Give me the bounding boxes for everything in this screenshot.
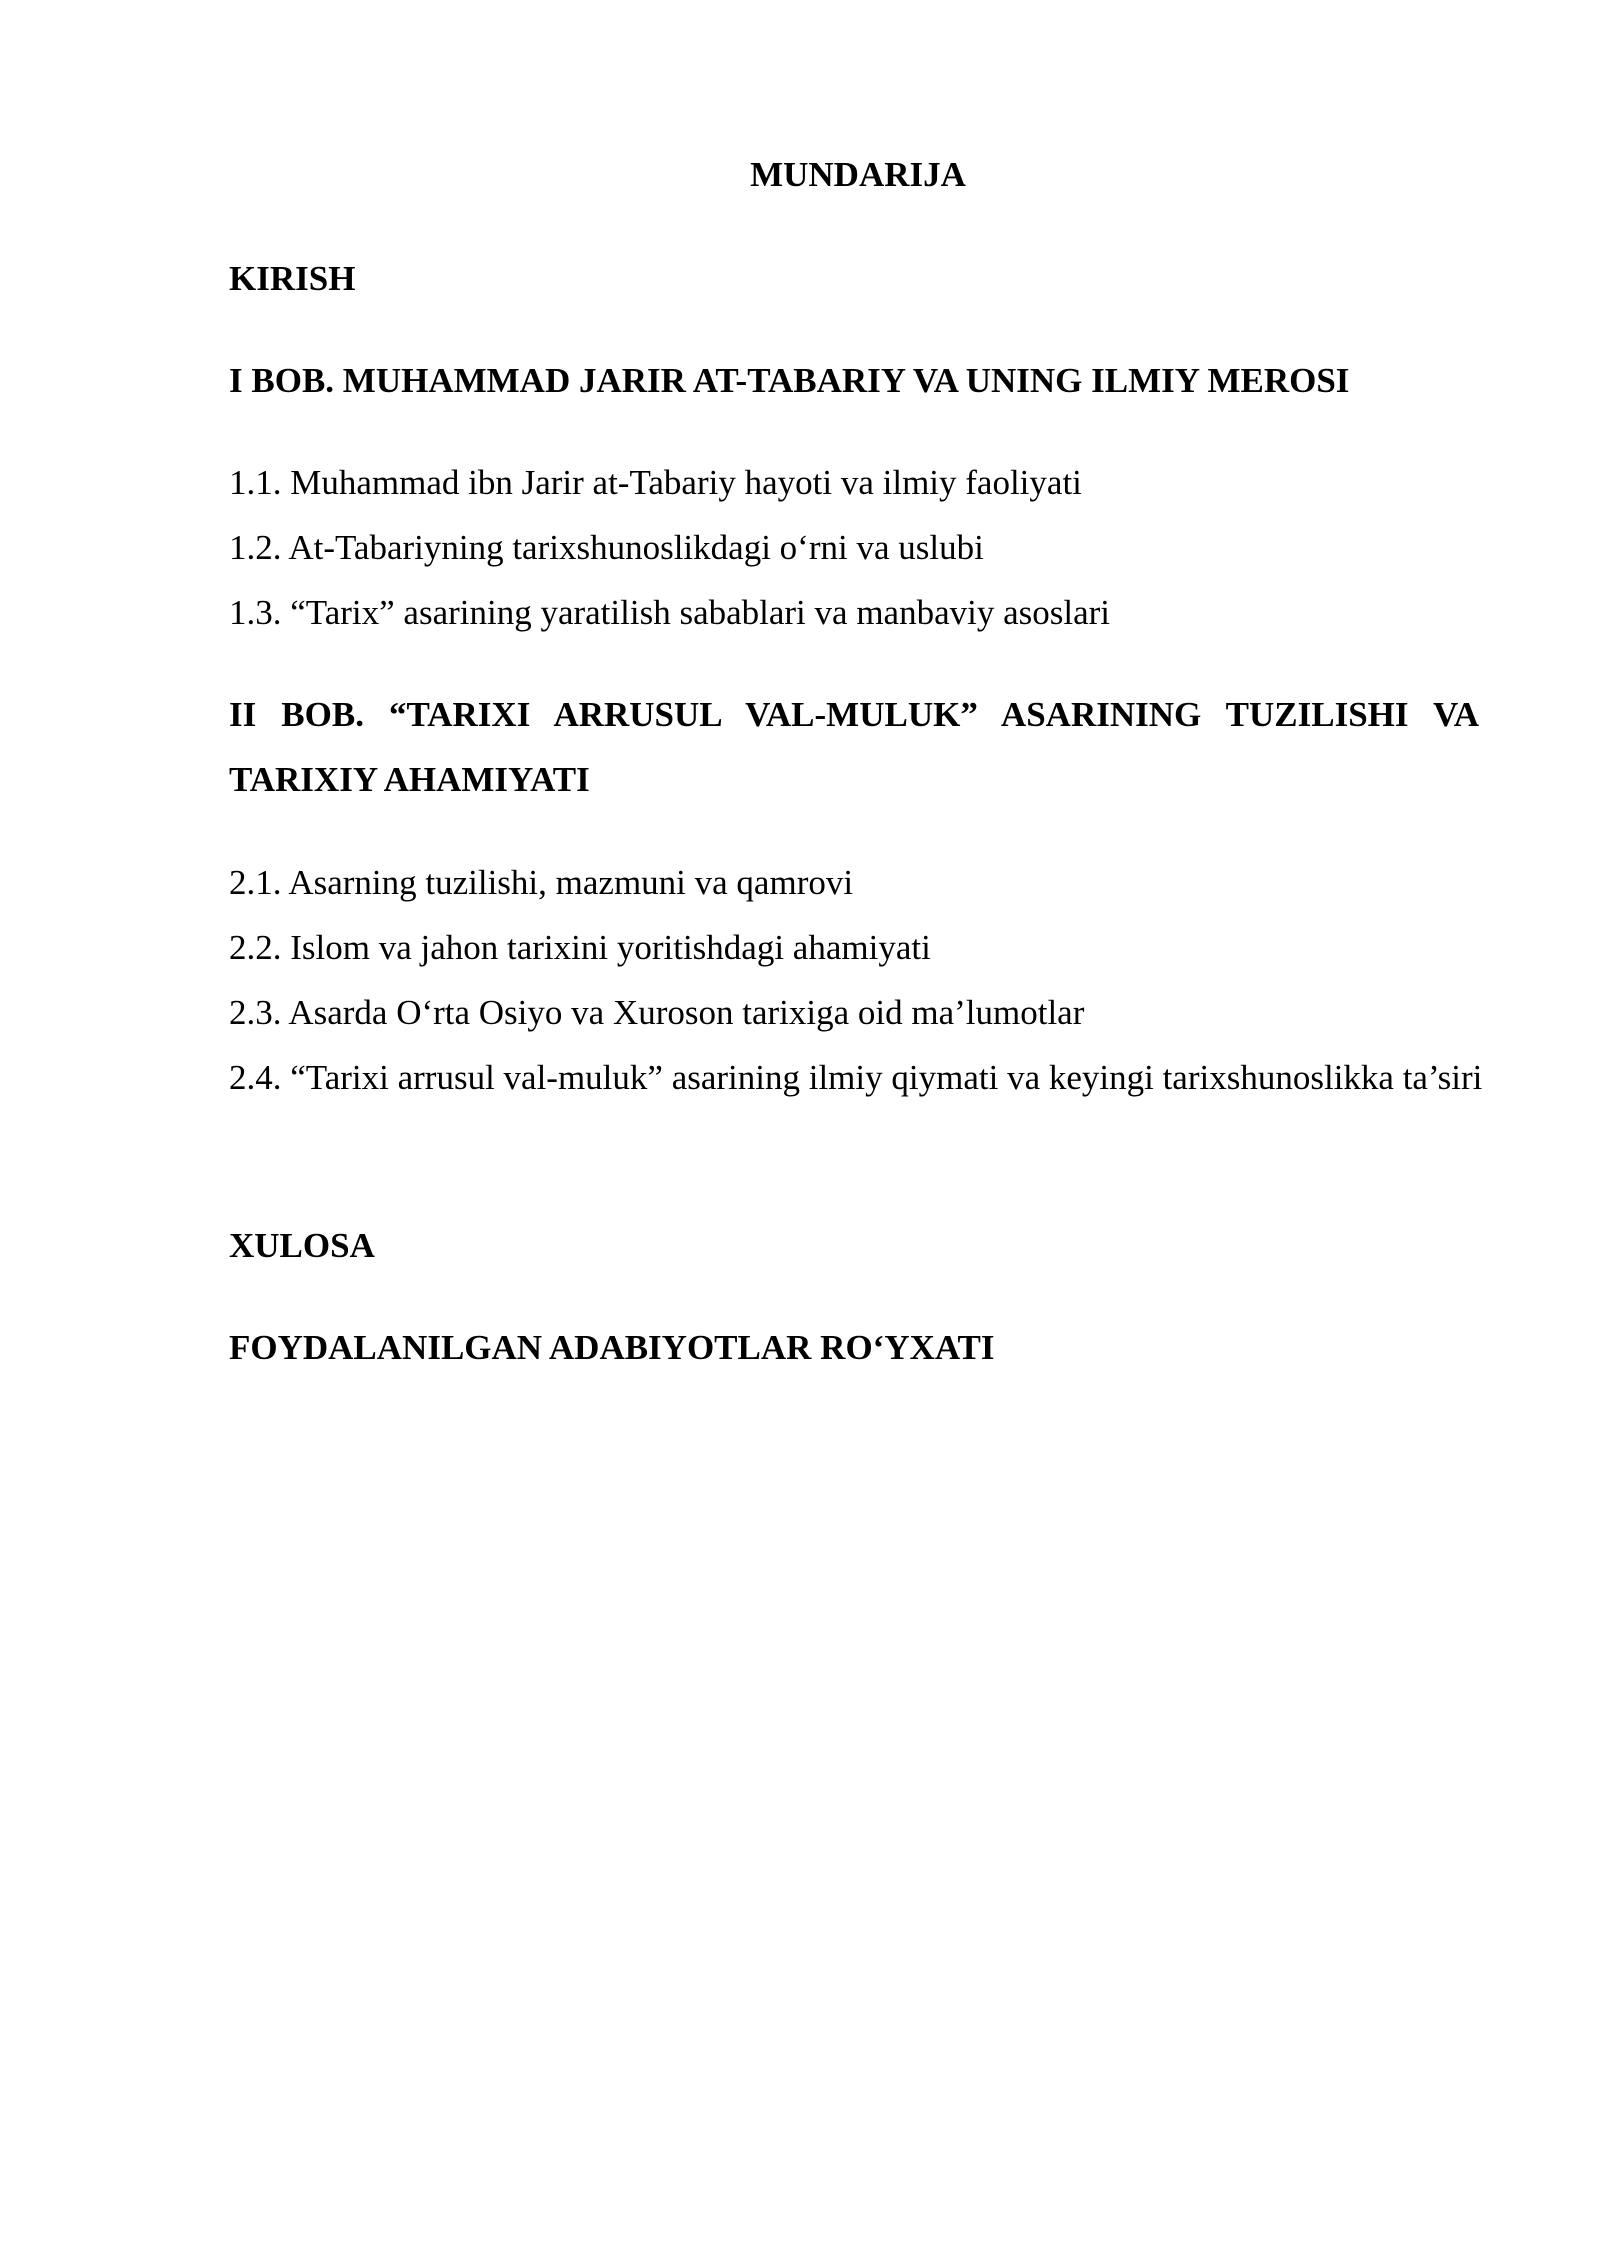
toc-references: FOYDALANILGAN ADABIYOTLAR RO‘YXATI — [229, 1328, 995, 1367]
toc-item-2-2: 2.2. Islom va jahon tarixini yoritishdagi ahamiyati — [229, 928, 931, 967]
toc-item-2-1: 2.1. Asarning tuzilishi, mazmuni va qamrovi — [229, 863, 854, 902]
page-title: MUNDARIJA — [750, 155, 966, 194]
toc-item-1-1: 1.1. Muhammad ibn Jarir at-Tabariy hayoti va ilmiy faoliyati — [229, 463, 1082, 502]
toc-item-1-3: 1.3. “Tarix” asarining yaratilish sabablari va manbaviy asoslari — [229, 593, 1110, 632]
toc-chapter-1-heading: I BOB. MUHAMMAD JARIR AT-TABARIY VA UNING ILMIY MEROSI — [229, 361, 1350, 400]
toc-item-2-4: 2.4. “Tarixi arrusul val-muluk” asarining ilmiy qiymati va keyingi tarixshunoslikka ta’siri — [229, 1058, 1483, 1097]
toc-intro: KIRISH — [229, 259, 356, 298]
toc-item-2-3: 2.3. Asarda O‘rta Osiyo va Xuroson tarixiga oid ma’lumotlar — [229, 993, 1085, 1032]
toc-item-1-2: 1.2. At-Tabariyning tarixshunoslikdagi o‘rni va uslubi — [229, 528, 984, 567]
toc-chapter-2-heading: II BOB. “TARIXI ARRUSUL VAL-MULUK” ASARINING TUZILISHI VA TARIXIY AHAMIYATI — [229, 695, 1479, 799]
toc-conclusion: XULOSA — [229, 1226, 375, 1265]
